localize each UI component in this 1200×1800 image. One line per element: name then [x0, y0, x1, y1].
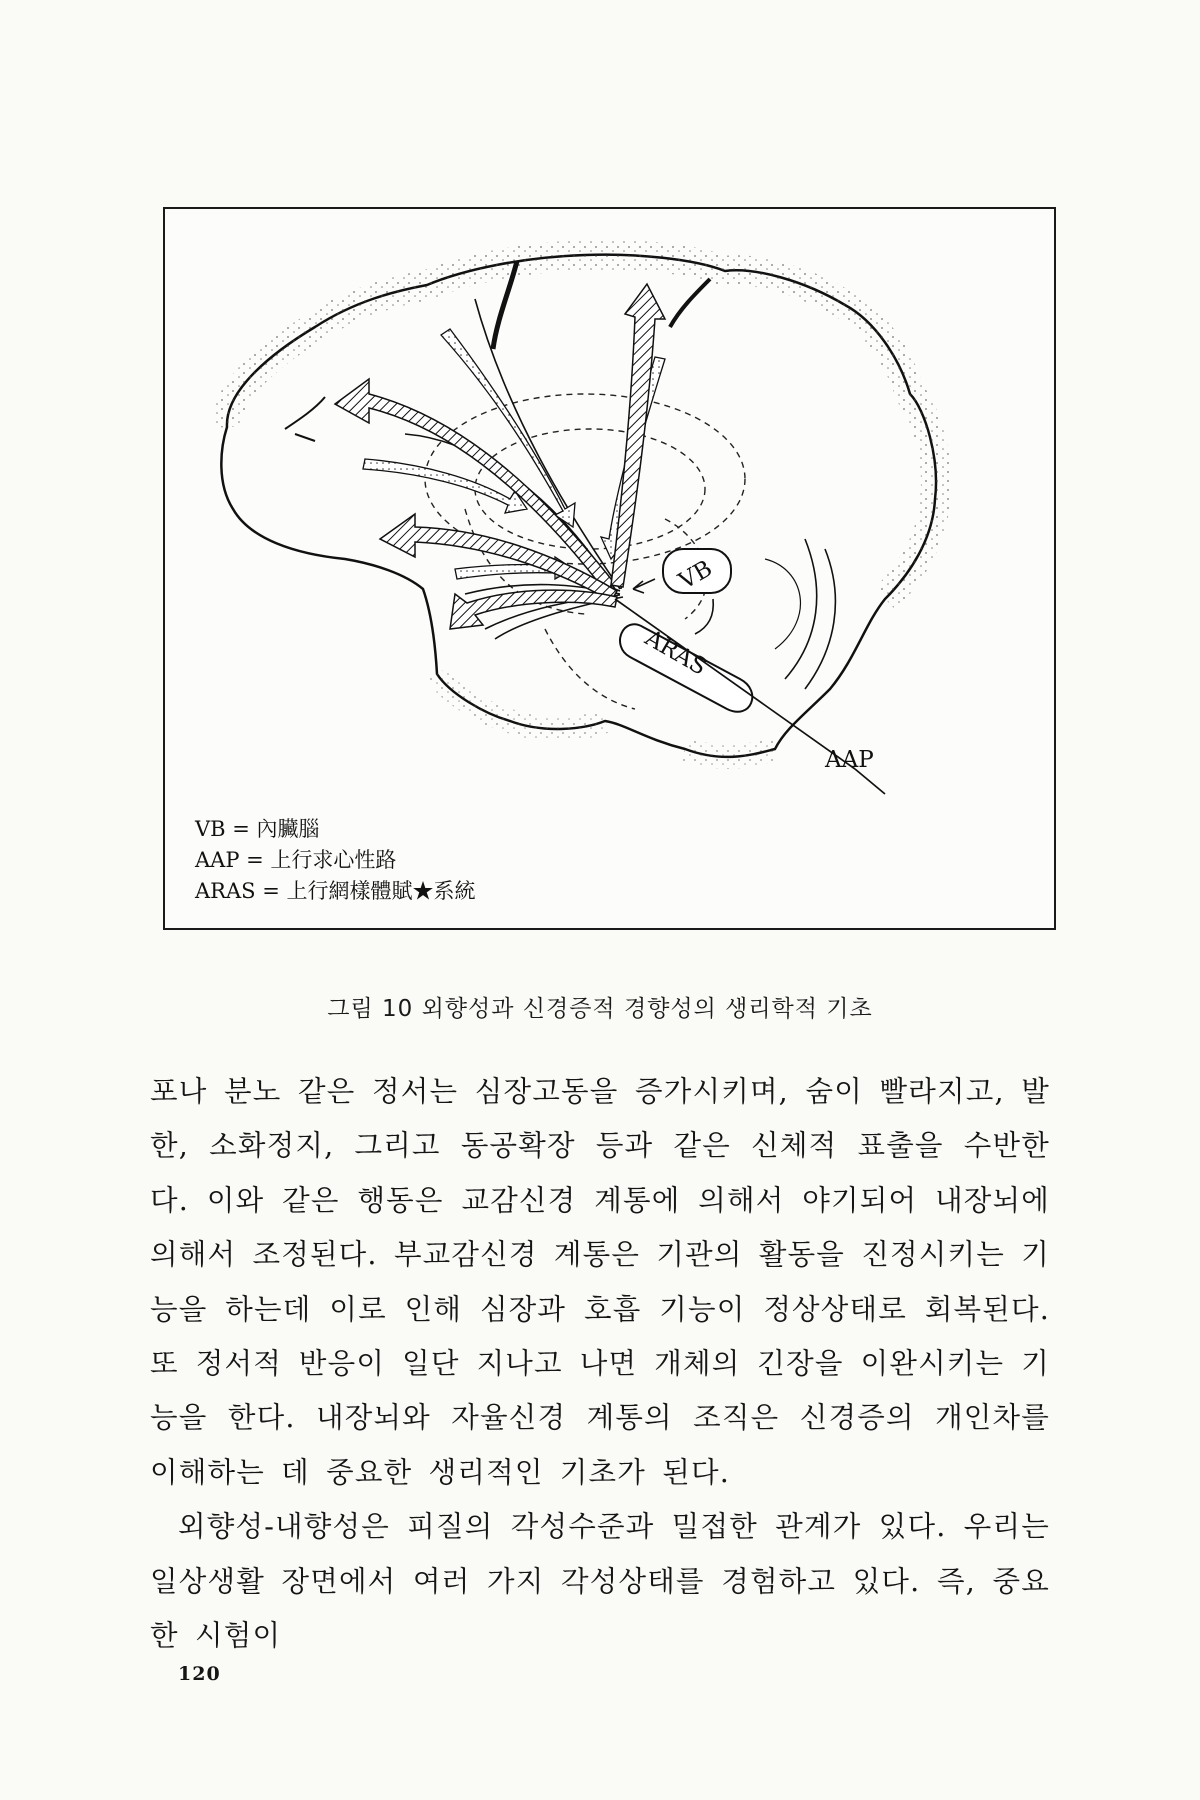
aap-label: AAP: [825, 747, 874, 773]
body-text: [150, 1065, 1050, 1663]
paragraph: 포나 분노 같은 정서는 심장고동을 증가시키며, 숨이 빨라지고, 발한, 소화정지, 그리고 동공확장 등과 같은 신체적 표출을 수반한다. 이와 같은 행동은 교감신경 계통에 의해서 야기되어 내장뇌에 의해서 조정된다. 부교감신경 계통은 기관의 활동을 진정시키는 기능을 하는데 이로 인해 심장과 호흡 기능이 정상상태로 회복된다. 또 정서적 반응이 일단 지나고 나면 개체의 긴장을 이완시키는 기능을 한다. 내장뇌와 자율신경 계통의 조직은 신경증의 개인차를 이해하는 데 중요한 생리적인 기초가 된다.: [150, 1075, 1050, 1489]
legend-aras: ARAS = 上行網樣體賦★系統: [195, 879, 476, 903]
legend-vb: VB = 內臟腦: [195, 817, 320, 841]
paragraph: 외향성-내향성은 피질의 각성수준과 밀접한 관계가 있다. 우리는 일상생활 장면에서 여러 가지 각성상태를 경험하고 있다. 즉, 중요한 시험이: [150, 1510, 1050, 1653]
figure-legend: [195, 814, 475, 907]
aras-label: ARAS: [640, 625, 711, 681]
legend-aap: AAP = 上行求心性路: [195, 848, 397, 872]
page-number: 120: [178, 1663, 221, 1685]
vb-label: VB: [674, 555, 717, 595]
figure-frame: [163, 207, 1056, 930]
figure-caption: 그림 10 외향성과 신경증적 경향성의 생리학적 기초: [327, 996, 873, 1022]
hatched-arrow-upper: [611, 284, 665, 587]
